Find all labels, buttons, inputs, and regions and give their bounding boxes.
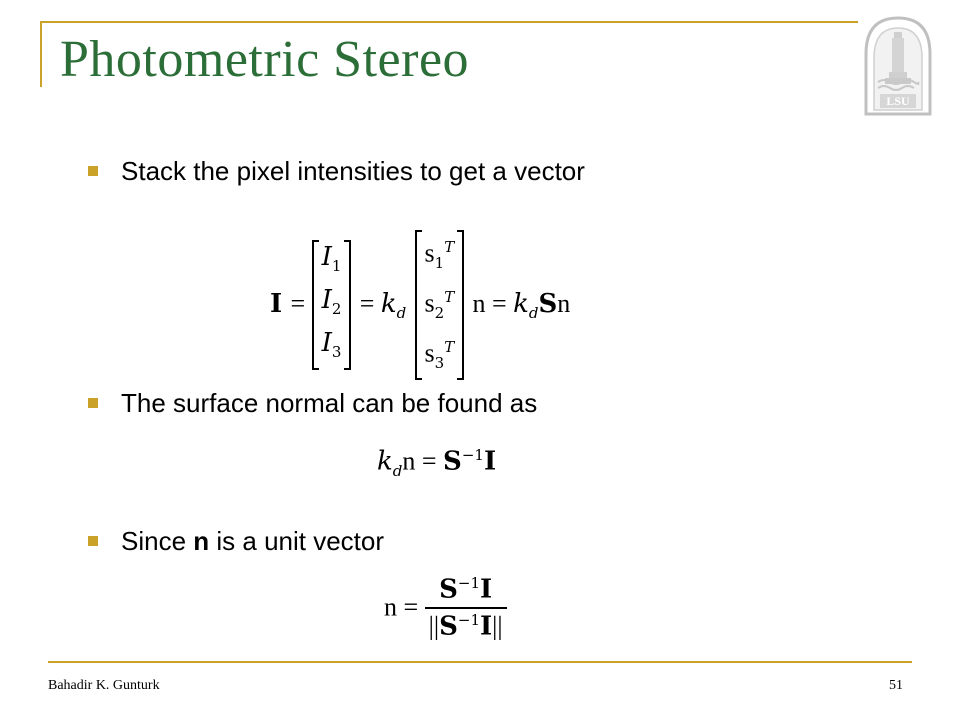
eq3-fraction: $\frac{S^{-1}I}{||S^{-1}I||}$ (425, 574, 507, 641)
logo-text: LSU (886, 94, 910, 108)
page-number: 51 (889, 678, 903, 693)
eq1-lhs: I (270, 288, 283, 319)
bullet-bold-n: n (193, 526, 210, 556)
bullet-text-2: The surface normal can be found as (121, 388, 538, 418)
equation-stack-vector: $I = I_1$ $I_2$ $I_3 = k_d$ $s_1^T$ $s_2^T$ $s_3^T$ $n = k_dSn$ (270, 230, 570, 380)
title-frame-top (40, 21, 858, 23)
title-frame-left (40, 21, 42, 87)
bullet-text-3: Since n is a unit vector (121, 526, 385, 556)
lsu-logo-icon (862, 14, 934, 118)
equation-surface-normal: $k_dn = S^{-1}I$ (377, 446, 497, 480)
eq1-source-column: $s_1^T$ $s_2^T$ $s_3^T$ (415, 230, 465, 380)
footer-author: Bahadir K. Gunturk (48, 678, 160, 693)
footer-rule (48, 661, 912, 663)
bullet-text-1: Stack the pixel intensities to get a vector (121, 156, 585, 186)
equation-unit-normal: n = $\frac{S^{-1}I}{||S^{-1}I||}$ (384, 574, 507, 641)
bullet-marker (88, 398, 98, 408)
eq1-intensity-column: $I_1$ $I_2$ $I_3$ (312, 240, 352, 370)
bullet-marker (88, 536, 98, 546)
bullet-marker (88, 166, 98, 176)
slide-title: Photometric Stereo (60, 31, 470, 88)
